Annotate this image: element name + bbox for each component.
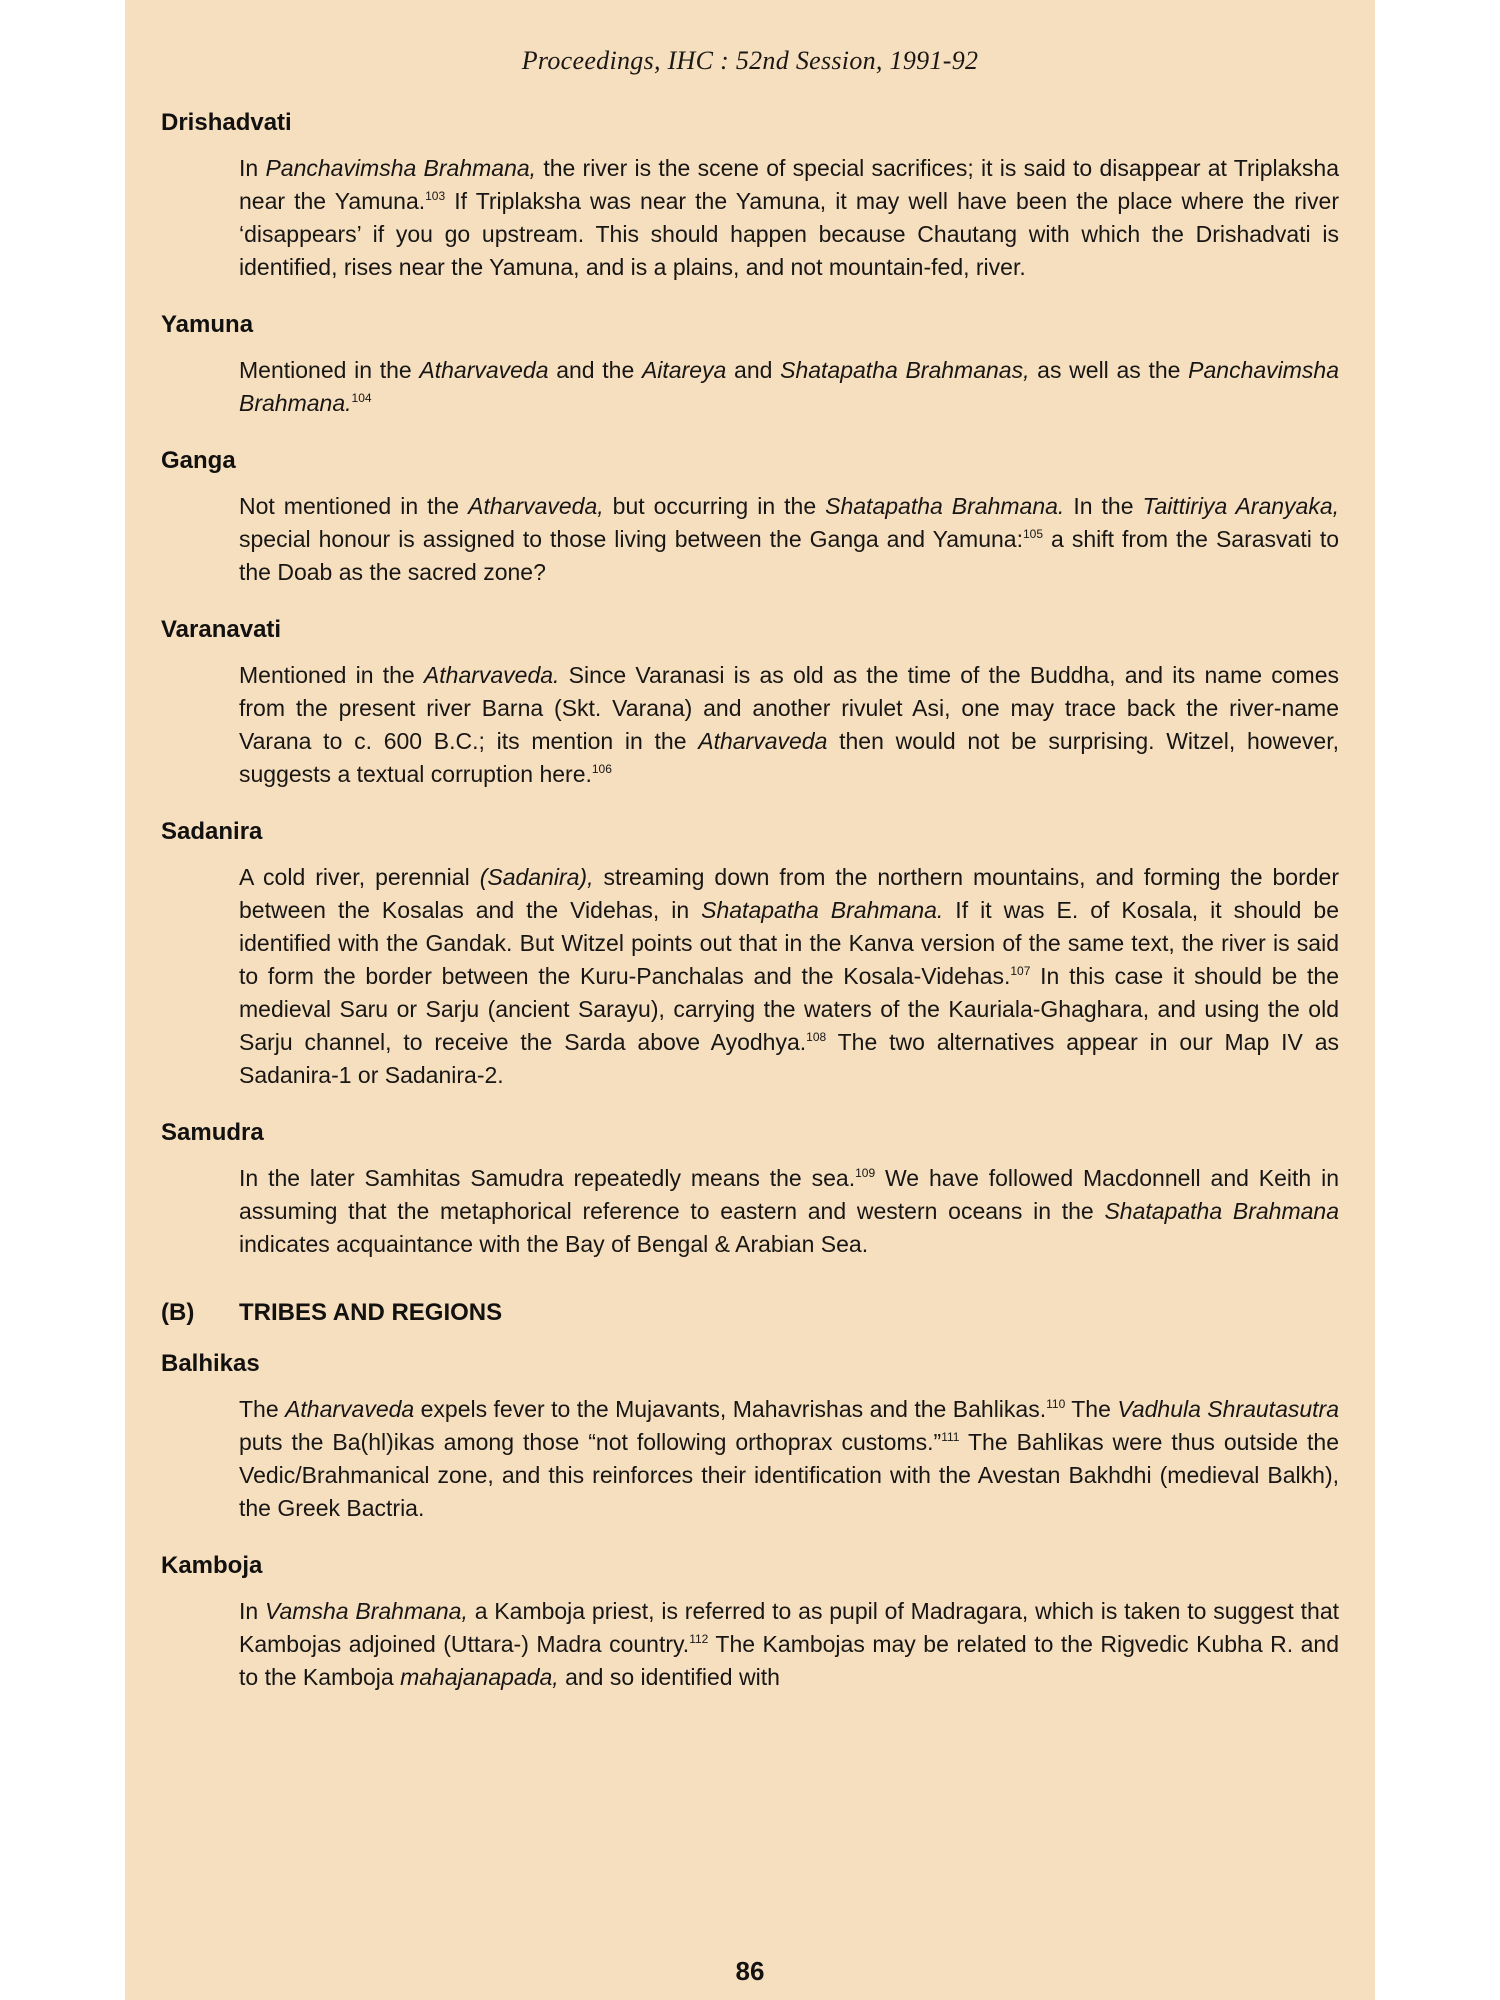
footnote-ref: 107 — [1010, 964, 1031, 978]
italic-term: mahajanapada, — [400, 1664, 559, 1690]
italic-term: Atharvaveda. — [423, 662, 560, 688]
footnote-ref: 111 — [941, 1430, 960, 1444]
text-run: puts the Ba(hl)ikas among those “not following orthoprax customs.” — [239, 1429, 942, 1455]
text-run: Mentioned in the — [239, 357, 420, 383]
text-run: and so identified with — [558, 1664, 780, 1690]
italic-term: Shatapatha Brahmana. — [825, 493, 1065, 519]
italic-term: Vadhula Shrautasutra — [1117, 1396, 1339, 1422]
italic-term: Vamsha Brahmana, — [265, 1598, 468, 1624]
section-b-heading — [161, 1299, 1341, 1327]
text-run: In — [239, 155, 266, 181]
text-run: Mentioned in the — [239, 662, 424, 688]
italic-term: Aitareya — [641, 357, 727, 383]
text-run: streaming down from the northern mountains, and forming the border between the Kosalas and the Videhas, in — [239, 864, 1339, 923]
italic-term: Panchavimsha Brahmana. — [239, 357, 1340, 416]
text-run: A cold river, perennial — [239, 864, 480, 890]
text-run: then would not be surprising. Witzel, however, suggests a textual corruption here. — [239, 728, 1339, 787]
italic-term: Shatapatha Brahmanas, — [780, 357, 1030, 383]
entry-sadanira — [161, 817, 1341, 1092]
footnote-ref: 106 — [591, 762, 612, 776]
text-run: In — [239, 1598, 266, 1624]
entry-kamboja — [161, 1551, 1341, 1694]
text-run: The Bahlikas were thus outside the Vedic/Brahmanical zone, and this reinforces their identification with the Avestan Bakhdhi (medieval Balkh), the Greek Bactria. — [239, 1429, 1339, 1521]
italic-term: (Sadanira), — [479, 864, 594, 890]
text-run: expels fever to the Mujavants, Mahavrishas and the Bahlikas. — [414, 1396, 1047, 1422]
text-run: indicates acquaintance with the Bay of Bengal & Arabian Sea. — [239, 1231, 869, 1257]
text-run: In this case it should be the medieval Saru or Sarju (ancient Sarayu), carrying the waters of the Kauriala-Ghaghara, and using the old Sarju channel, to receive the Sarda above Ayodhya. — [239, 963, 1339, 1055]
italic-term: Taittiriya Aranyaka, — [1142, 493, 1339, 519]
page-number: 86 — [735, 1956, 765, 1986]
entry-paragraph — [239, 861, 1339, 1092]
text-run: If it was E. of Kosala, it should be identified with the Gandak. But Witzel points out that in the Kanva version of the same text, the river is said to form the border between the Kuru-Panchalas and the Kosala-Videhas. — [239, 897, 1339, 989]
text-run: The two alternatives appear in our Map IV as Sadanira-1 or Sadanira-2. — [239, 1029, 1339, 1088]
text-run: and — [726, 357, 781, 383]
entry-paragraph — [239, 659, 1339, 791]
entry-drishadvati — [161, 108, 1341, 284]
text-run: special honour is assigned to those living between the Ganga and Yamuna: — [239, 526, 1023, 552]
entry-heading: Varanavati — [161, 616, 282, 643]
text-run: and the — [548, 357, 642, 383]
text-run: In the later Samhitas Samudra repeatedly means the sea. — [239, 1165, 856, 1191]
italic-term: Shatapatha Brahmana. — [701, 897, 944, 923]
text-run: The Kambojas may be related to the Rigvedic Kubha R. and to the Kamboja — [239, 1631, 1339, 1690]
entry-paragraph — [239, 152, 1339, 284]
text-run: as well as the — [1029, 357, 1189, 383]
text-run: The — [239, 1396, 286, 1422]
italic-term: Atharvaveda — [419, 357, 549, 383]
italic-term: Shatapatha Brahmana — [1104, 1198, 1339, 1224]
entry-paragraph — [239, 1595, 1339, 1694]
entry-heading: Balhikas — [161, 1350, 260, 1377]
entry-paragraph — [239, 1162, 1339, 1261]
entry-balhikas — [161, 1349, 1341, 1525]
footnote-ref: 104 — [351, 391, 372, 405]
entry-paragraph — [239, 490, 1339, 589]
entry-heading: Sadanira — [161, 818, 263, 845]
entry-paragraph — [239, 354, 1339, 420]
italic-term: Panchavimsha Brahmana, — [265, 155, 537, 181]
entry-samudra — [161, 1118, 1341, 1261]
book-page — [125, 0, 1375, 2000]
text-run: the river is the scene of special sacrifices; it is said to disappear at Triplaksha near the Yamuna. — [239, 155, 1339, 214]
text-run: Not mentioned in the — [239, 493, 469, 519]
text-run: If Triplaksha was near the Yamuna, it may well have been the place where the river ‘disappears’ if you go upstream. This should happen because Chautang with which the Drishadvati is identified, rises near the Yamuna, and is a plains, and not mountain-fed, river. — [239, 188, 1339, 280]
text-run: Since Varanasi is as old as the time of the Buddha, and its name comes from the present river Barna (Skt. Varana) and another rivulet Asi, one may trace back the river-name Varana to c. 600 B.C.; its mention in the — [239, 662, 1340, 754]
footnote-ref: 108 — [806, 1030, 827, 1044]
entry-yamuna — [161, 310, 1341, 420]
entry-heading: Yamuna — [161, 311, 254, 338]
entry-ganga — [161, 446, 1341, 589]
text-run: The — [1065, 1396, 1118, 1422]
text-run: but occurring in the — [603, 493, 826, 519]
section-b-title: TRIBES AND REGIONS — [239, 1299, 503, 1326]
footnote-ref: 109 — [855, 1166, 876, 1180]
tribe-sections — [161, 1349, 1341, 1694]
italic-term: Atharvaveda — [285, 1396, 415, 1422]
entry-heading: Samudra — [161, 1119, 264, 1146]
italic-term: Atharvaveda — [698, 728, 828, 754]
text-run: We have followed Macdonnell and Keith in assuming that the metaphorical reference to eastern and western oceans in the — [239, 1165, 1340, 1224]
footnote-ref: 112 — [689, 1632, 709, 1646]
page-body — [161, 108, 1341, 1720]
section-b-label: (B) — [161, 1299, 195, 1326]
footnote-ref: 105 — [1023, 527, 1044, 541]
entry-heading: Ganga — [161, 447, 236, 474]
entry-heading: Drishadvati — [161, 109, 292, 136]
footnote-ref: 110 — [1046, 1397, 1066, 1411]
river-sections — [161, 108, 1341, 1261]
text-run: a shift from the Sarasvati to the Doab as the sacred zone? — [239, 526, 1340, 585]
entry-heading: Kamboja — [161, 1552, 263, 1579]
text-run: In the — [1064, 493, 1143, 519]
footnote-ref: 103 — [425, 189, 446, 203]
text-run: a Kamboja priest, is referred to as pupil of Madragara, which is taken to suggest that Kambojas adjoined (Uttara-) Madra country. — [239, 1598, 1340, 1657]
italic-term: Atharvaveda, — [468, 493, 604, 519]
running-head: Proceedings, IHC : 52nd Session, 1991-92 — [521, 46, 979, 75]
entry-varanavati — [161, 615, 1341, 791]
entry-paragraph — [239, 1393, 1339, 1525]
